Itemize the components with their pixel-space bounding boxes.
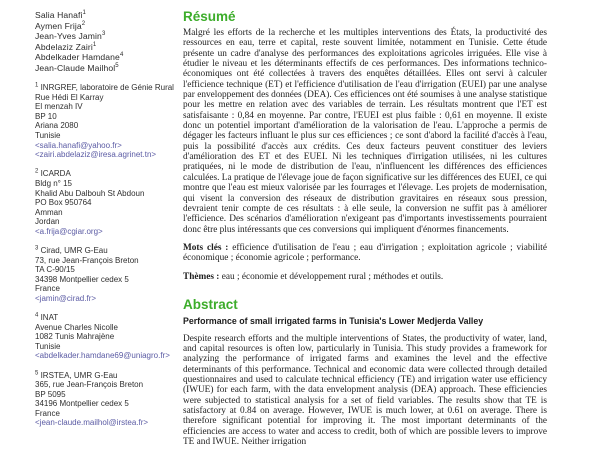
keywords-text: efficience d'utilisation de l'eau ; eau d'irrigation ; exploitation agricole ; viabilité économique ; économie agricole ; performance.: [183, 242, 547, 264]
affiliation-list: [35, 83, 183, 428]
affiliation-line: Tunisie: [35, 341, 61, 351]
affiliation-line: El menzah IV: [35, 102, 83, 112]
affiliation-line: BP 10: [35, 111, 57, 121]
abstracts-column: [183, 0, 547, 450]
abstract-subtitle: Performance of small irrigated farms in Tunisia's Lower Medjerda Valley: [183, 315, 484, 326]
affiliation-line: $^3$ Cirad, UMR G-Eau: [35, 245, 108, 255]
affiliation-block: [35, 371, 183, 429]
author-name: Jean-Claude Mailhol$^5$: [35, 62, 119, 73]
resume-section: [183, 9, 547, 283]
email-link[interactable]: <a.frija@cgiar.org>: [35, 226, 103, 236]
author-name: Abdelkader Hamdane$^4$: [35, 52, 124, 63]
resume-body: Malgré les efforts de la recherche et les multiples interventions des États, la productivité des ressources en eau, terre et capital, reste souvent limitée, notamment en Tunisie. Cette étude présente un cadre d'analyse des performances des exploitations agricoles irriguées. Elle vise à étudier le niveau et les déterminants effectifs de ces performances. Des informations technico-économiques ont été collectées à travers des enquêtes détaillées. Elles ont servi à calculer l'efficience technique (ET) et l'efficience d'utilisation de l'eau d'irrigation (EUEI) par une analyse par enveloppement des données (DEA). Ces efficiences ont été soumises à une analyse statistique pour les mettre en relation avec des variables de terrain. Les résultats montrent que l'ET est satisfaisante : 0,84 en moyenne. Par contre, l'EUEI est plus faible : 0,61 en moyenne. Il existe donc un potentiel important d'amélioration de la valorisation de l'eau. L'approche a permis de dégager les facteurs influant le plus sur ces efficiences ; ce sont d'abord la facilité d'accès à l'eau, puis la possibilité d'accès aux crédits. Ces deux facteurs peuvent constituer des leviers d'amélioration des ET et des EUEI. Ni les techniques d'irrigation utilisées, ni les cultures pratiquées, ni le mode de distribution de l'eau, n'influencent les différences des efficiences calculées. La pratique de l'élevage joue de façon significative sur les différences des EUEI, ce qui montre que l'eau est mieux valorisée par les fourrages et l'élevage. Les projets de modernisation, qui visent la conversion des réseaux de distribution gravitaires en réseaux sous pression, devraient tenir compte de ces résultats : à elle seule, la conversion ne suffit pas à améliorer l'efficience. Des scénarios d'amélioration n'exigeant pas d'importants investissements pourraient donc être plus intéressants que ces conversions qui impliquent d'énormes financements.: [183, 28, 547, 235]
affiliation-line: Avenue Charles Nicolle: [35, 322, 119, 332]
affiliation-block: [35, 313, 183, 361]
email-link[interactable]: <zairi.abdelaziz@iresa.agrinet.tn>: [35, 150, 157, 160]
abstract-section: [183, 297, 547, 448]
author-list: [35, 10, 183, 74]
affiliation-line: $^4$ INAT: [35, 312, 59, 323]
author-name: Aymen Frija$^2$: [35, 20, 86, 31]
affiliation-line: 73, rue Jean-François Breton: [35, 255, 139, 265]
themes-line: [183, 272, 547, 283]
author-name: Jean-Yves Jamin$^3$: [35, 31, 106, 42]
affiliation-line: Ariana 2080: [35, 121, 79, 131]
themes-text: eau ; économie et développement rural ; méthodes et outils.: [221, 272, 444, 283]
abstract-body: Despite research efforts and the multiple interventions of States, the productivity of water, land, and capital resources is often low, particularly in Tunisia. This study provides a framework for analyzing the performance of irrigated farms and examines the level and the effective determinants of this performance. Technical and economic data were collected through detailed questionnaires and used to calculate technical efficiency (TE) and irrigation water use efficiency (IWUE) for each farm, with the data envelopment analysis (DEA) approach. These efficiencies were subjected to statistical analysis for a set of field variables. The results show that TE is satisfactory at 0.84 on average. However, IWUE is much lower, at 0.61 on average. There is therefore significant potential for improving it. The most important determinants of the efficiencies are access to water and access to credit, both of which are possible levers to improve TE and IWUE. Neither irrigation: [183, 333, 547, 448]
affiliation-line: $^1$ INRGREF, laboratoire de Génie Rural: [35, 82, 174, 93]
keywords-line: [183, 243, 547, 264]
affiliation-line: BP 5095: [35, 389, 66, 399]
affiliation-line: $^5$ IRSTEA, UMR G-Eau: [35, 369, 118, 380]
keywords-label: Mots clés :: [183, 242, 229, 253]
author-affiliation-column: [0, 0, 183, 450]
affiliation-line: Jordan: [35, 217, 60, 227]
affiliation-line: Khalid Abu Dalbouh St Abdoun: [35, 188, 145, 198]
affiliation-block: [35, 83, 183, 160]
affiliation-line: PO Box 950764: [35, 198, 92, 208]
affiliation-line: France: [35, 408, 60, 418]
email-link[interactable]: <jean-claude.mailhol@irstea.fr>: [35, 418, 149, 428]
affiliation-line: Bldg n° 15: [35, 178, 73, 188]
affiliation-line: 34398 Montpellier cedex 5: [35, 274, 129, 284]
themes-label: Thèmes :: [183, 272, 220, 283]
affiliation-line: 34196 Montpellier cedex 5: [35, 399, 129, 409]
email-link[interactable]: <jamin@cirad.fr>: [35, 293, 97, 303]
resume-heading: Résumé: [183, 9, 236, 24]
author-name: Abdelaziz Zairi$^1$: [35, 41, 97, 52]
abstract-heading: Abstract: [183, 296, 238, 312]
affiliation-line: $^2$ ICARDA: [35, 168, 71, 179]
author-name: Salia Hanafi$^1$: [35, 10, 86, 20]
affiliation-block: [35, 169, 183, 236]
affiliation-line: Tunisie: [35, 131, 61, 141]
email-link[interactable]: <salia.hanafi@yahoo.fr>: [35, 140, 122, 150]
email-link[interactable]: <abdelkader.hamdane69@uniagro.fr>: [35, 351, 170, 361]
affiliation-line: France: [35, 284, 60, 294]
affiliation-line: Rue Hédi El Karray: [35, 92, 104, 102]
affiliation-line: Amman: [35, 207, 63, 217]
affiliation-line: 365, rue Jean-François Breton: [35, 380, 144, 390]
affiliation-block: [35, 246, 183, 304]
affiliation-line: 1082 Tunis Mahrajène: [35, 332, 115, 342]
affiliation-line: TA C-90/15: [35, 265, 75, 275]
